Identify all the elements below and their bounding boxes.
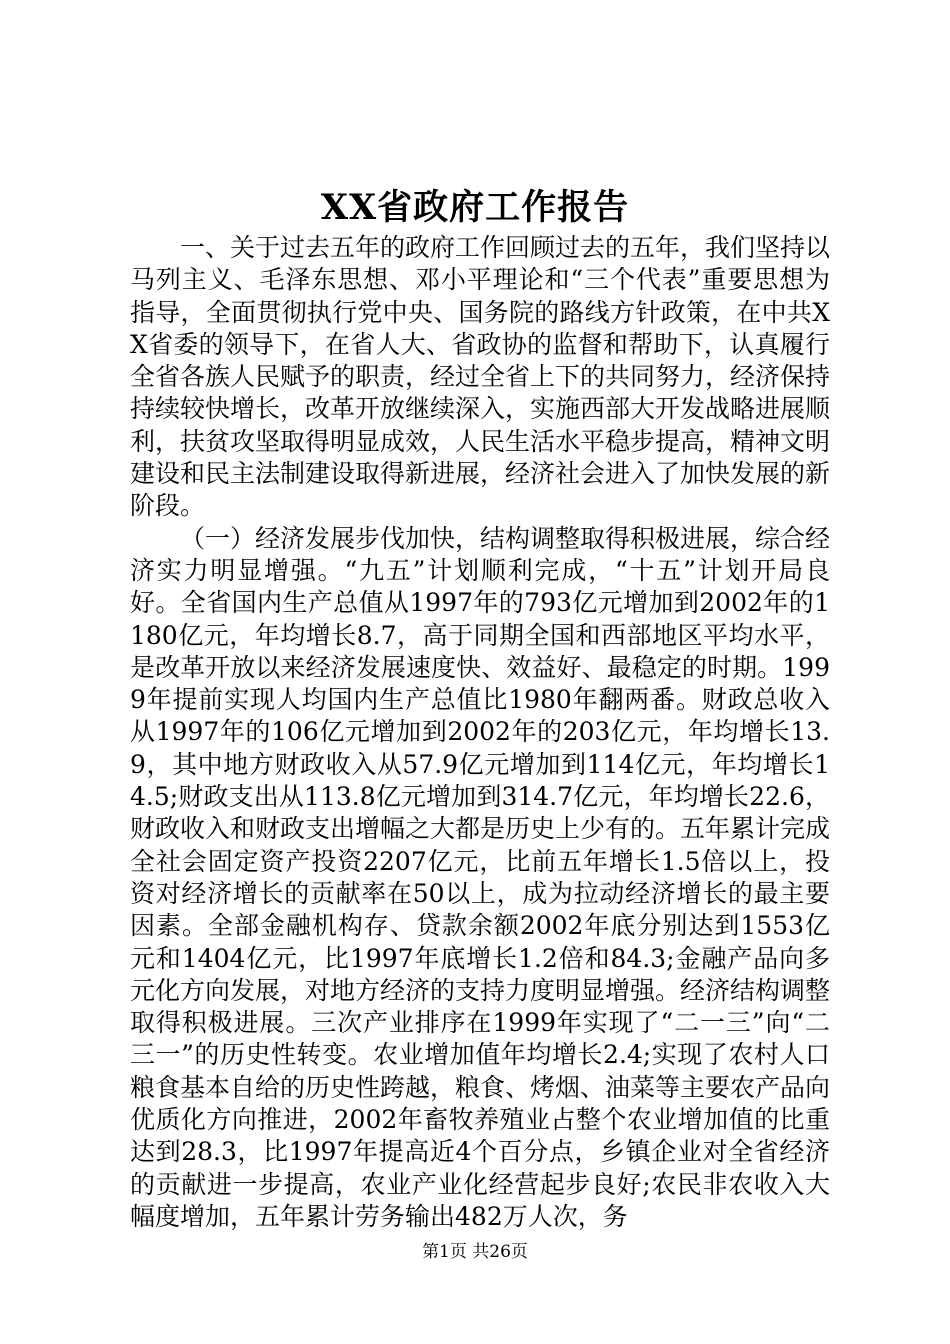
paragraph-economy: （一）经济发展步伐加快，结构调整取得积极进展，综合经济实力明显增强。“九五”计划顺利完成，“十五”计划开局良好。全省国内生产总值从1997年的793亿元增加到2002年的1180亿元，年均增长8.7，高于同期全国和西部地区平均水平，是改革开放以来经济发展速度快、效益好、最稳定的时期。1999年提前实现人均国内生产总值比1980年翻两番。财政总收入从1997年的106亿元增加到2002年的203亿元，年均增长13.9，其中地方财政收入从57.9亿元增加到114亿元，年均增长14.5;财政支出从113.8亿元增加到314.7亿元，年均增长22.6，财政收入和财政支出增幅之大都是历史上少有的。五年累计完成全社会固定资产投资2207亿元，比前五年增长1.5倍以上，投资对经济增长的贡献率在50以上，成为拉动经济增长的最主要因素。全部金融机构存、贷款余额2002年底分别达到1553亿元和1404亿元，比1997年底增长1.2倍和84.3;金融产品向多元化方向发展，对地方经济的支持力度明显增强。经济结构调整取得积极进展。三次产业排序在1999年实现了“二一三”向“二三一”的历史性转变。农业增加值年均增长2.4;实现了农村人口粮食基本自给的历史性跨越，粮食、烤烟、油菜等主要农产品向优质化方向推进，2002年畜牧养殖业占整个农业增加值的比重达到28.3，比1997年提高近4个百分点，乡镇企业对全省经济的贡献进一步提高，农业产业化经营起步良好;农民非农收入大幅度增加，五年累计劳务输出482万人次，务 (130, 523, 831, 1231)
document-title: XX省政府工作报告 (320, 187, 630, 228)
document-body (130, 232, 830, 1233)
page-footer: 第1页 共26页 (422, 1242, 528, 1262)
paragraph-review: 一、关于过去五年的政府工作回顾过去的五年，我们坚持以马列主义、毛泽东思想、邓小平理论和“三个代表”重要思想为指导，全面贯彻执行党中央、国务院的路线方针政策，在中共XX省委的领导下，在省人大、省政协的监督和帮助下，认真履行全省各族人民赋予的职责，经过全省上下的共同努力，经济保持持续较快增长，改革开放继续深入，实施西部大开发战略进展顺利，扶贫攻坚取得明显成效，人民生活水平稳步提高，精神文明建设和民主法制建设取得新进展，经济社会进入了加快发展的新阶段。 (130, 233, 831, 521)
